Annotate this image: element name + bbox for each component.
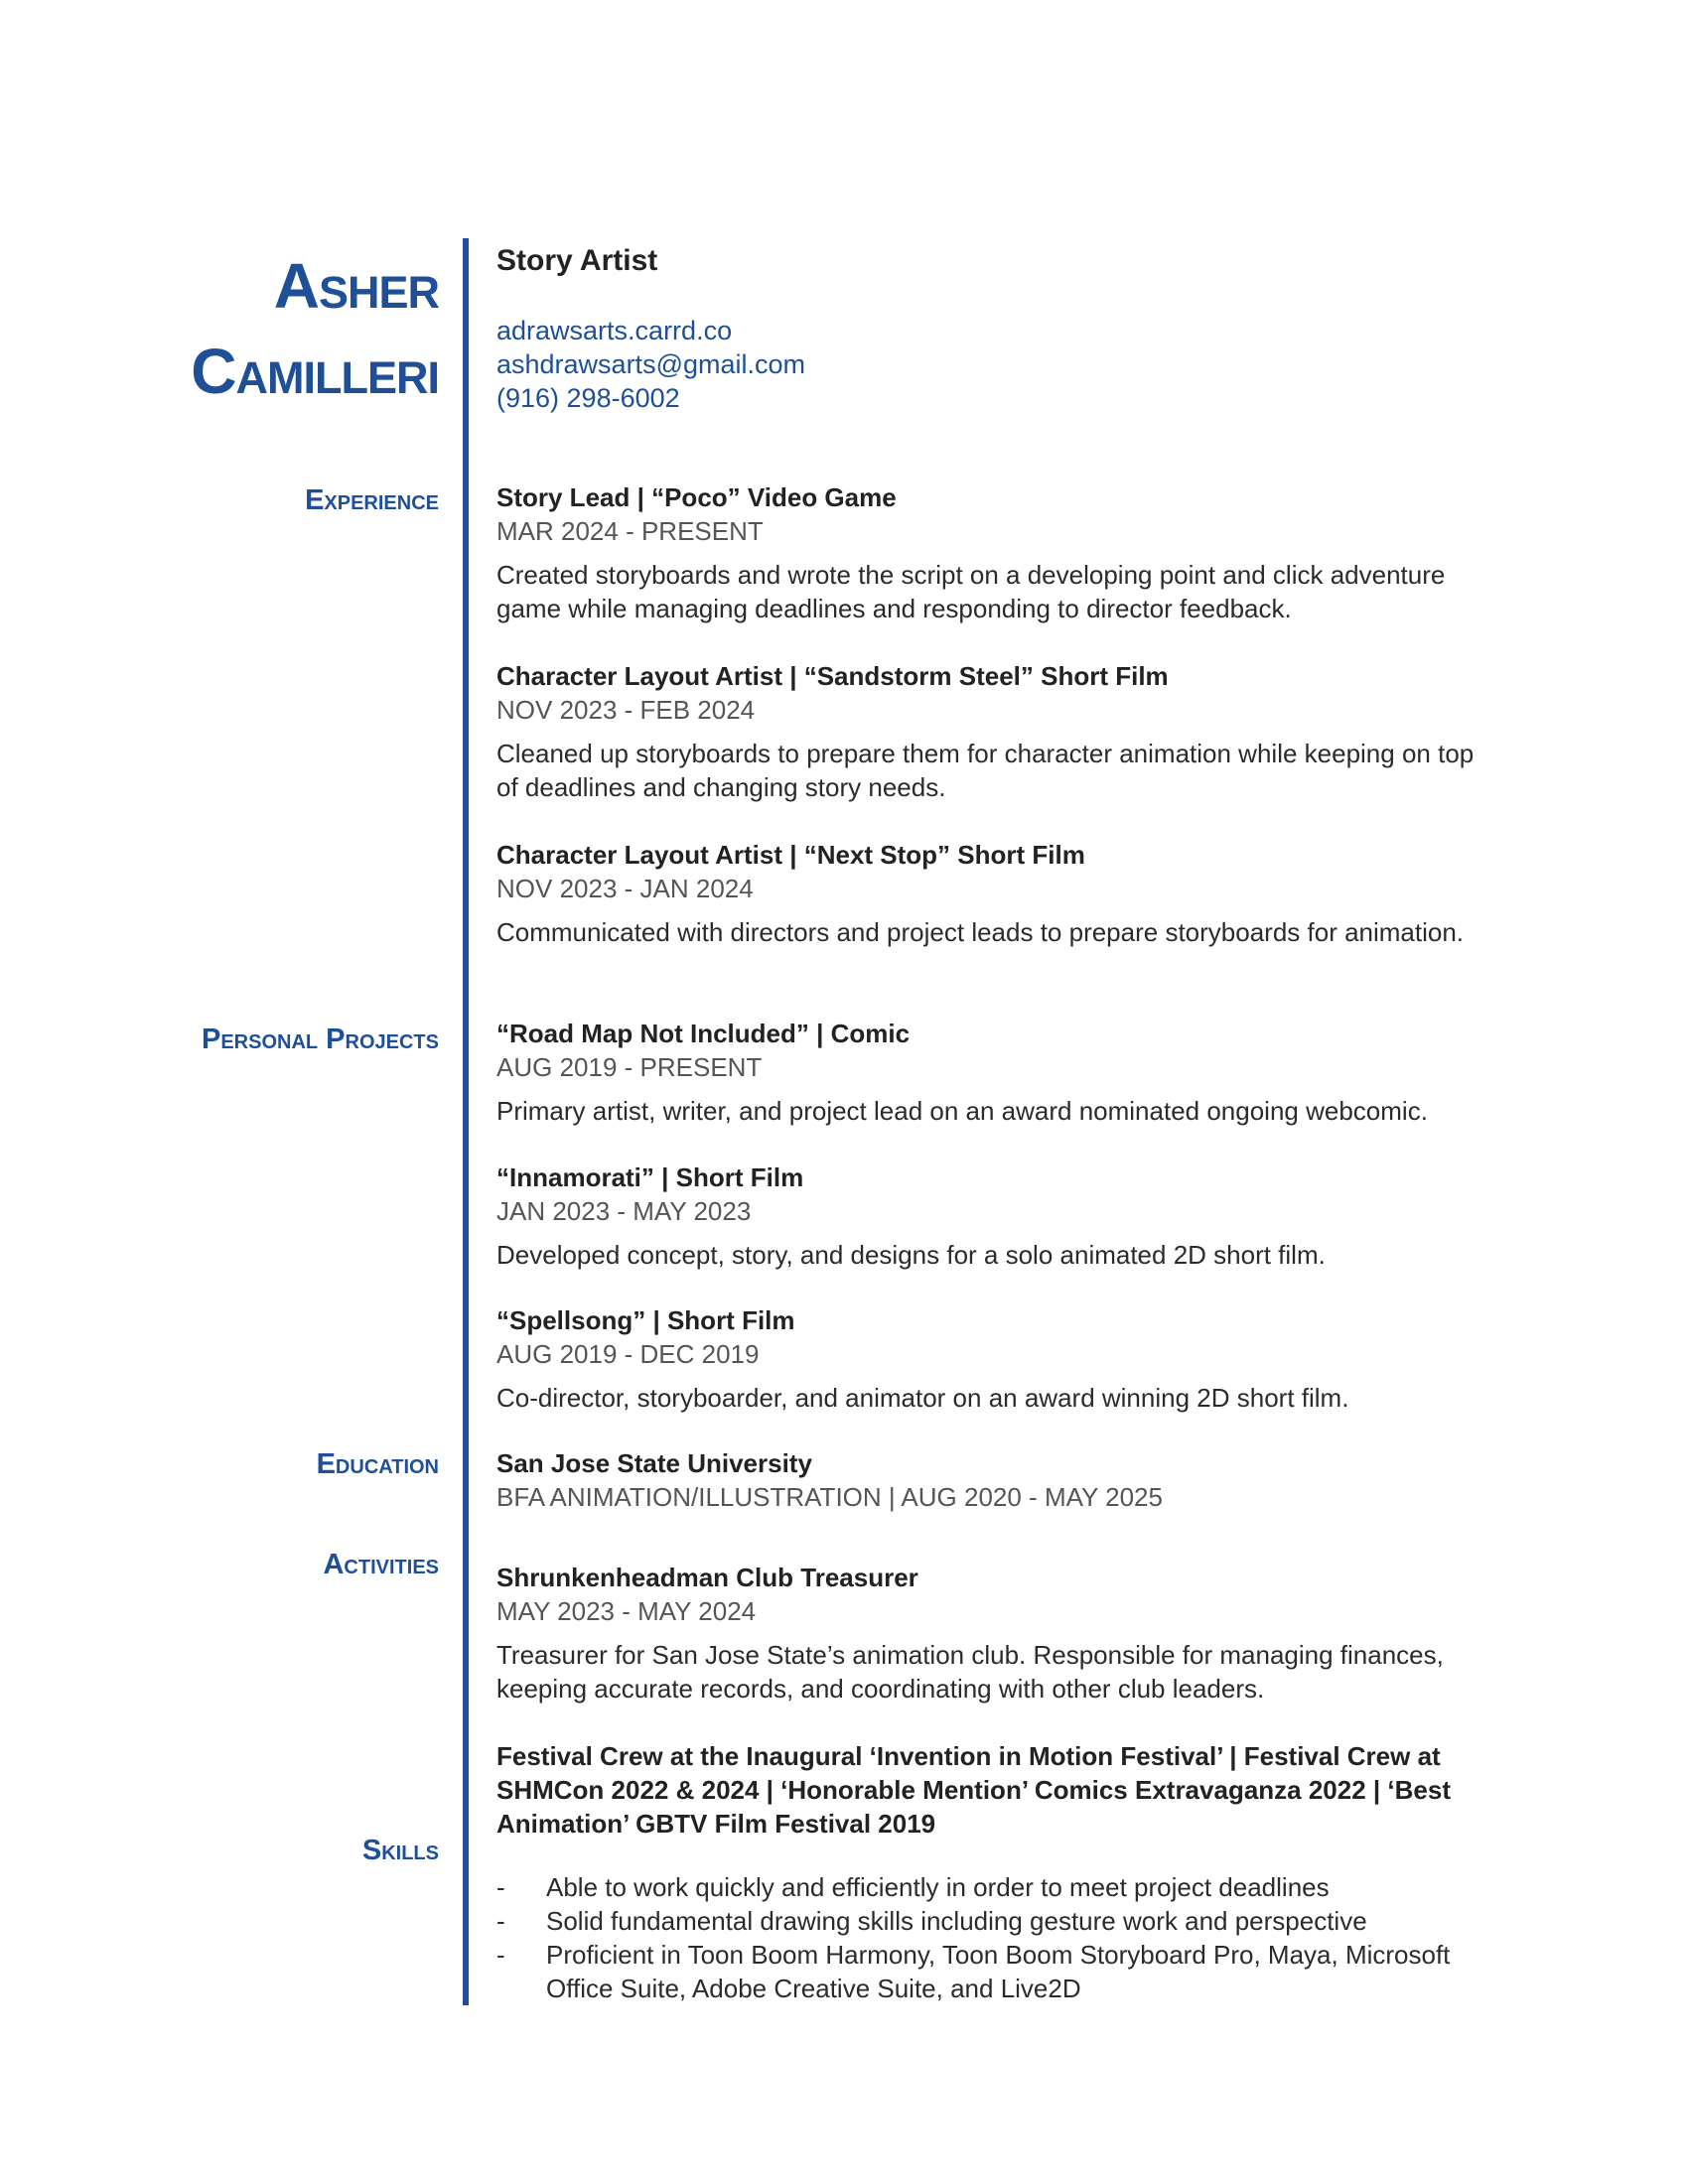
experience-entry [496,480,1499,625]
phone-number[interactable]: (916) 298-6002 [496,383,680,413]
email-link[interactable]: ashdrawsarts@gmail.com [496,349,806,379]
section-heading-skills: Skills [361,1835,439,1866]
activity-entry [496,1561,1499,1706]
bullet-dash: - [496,1940,505,1970]
entry-date: MAY 2023 - MAY 2024 [496,1596,757,1626]
bullet-dash: - [496,1872,505,1902]
entry-title: Shrunkenheadman Club Treasurer [496,1563,918,1592]
project-entry [496,1017,1499,1128]
entry-title: Character Layout Artist | “Next Stop” Short Film [496,840,1085,870]
entry-date: JAN 2023 - MAY 2023 [496,1196,752,1226]
list-item [496,1938,1499,2005]
name-first: Asher [273,250,439,322]
entry-description: Primary artist, writer, and project lead on an award nominated ongoing webcomic. [496,1096,1428,1126]
name-last: Camilleri [191,336,439,407]
list-item [496,1870,1499,1904]
contact-block [496,314,805,415]
entry-description: Co-director, storyboarder, and animator on an award winning 2D short film. [496,1383,1349,1413]
section-heading-activities: Activities [323,1549,439,1580]
job-role: Story Artist [496,244,658,277]
skill-text: Proficient in Toon Boom Harmony, Toon Boom Storyboard Pro, Maya, Microsoft Office Suite, Adobe Creative Suite, and Live2D [546,1940,1451,2003]
skills-list [496,1870,1499,2005]
entry-title: Character Layout Artist | “Sandstorm Steel” Short Film [496,661,1169,691]
section-heading-experience: Experience [305,484,439,516]
awards-line: Festival Crew at the Inaugural ‘Invention in Motion Festival’ | Festival Crew at SHMCon 2022 & 2024 | ‘Honorable Mention’ Comics Extravaganza 2022 | ‘Best Animation’ GBTV Film Festival 2019 [496,1741,1451,1839]
section-heading-projects: Personal Projects [202,1024,439,1055]
project-entry [496,1160,1499,1272]
education-entry [496,1446,1499,1514]
degree-detail: BFA ANIMATION/ILLUSTRATION | AUG 2020 - MAY 2025 [496,1482,1163,1512]
entry-description: Cleaned up storyboards to prepare them for character animation while keeping on top of deadlines and changing story needs. [496,739,1475,802]
section-heading-education: Education [316,1448,439,1480]
entry-date: MAR 2024 - PRESENT [496,516,764,546]
skill-text: Solid fundamental drawing skills including gesture work and perspective [546,1906,1367,1936]
skill-text: Able to work quickly and efficiently in order to meet project deadlines [546,1872,1330,1902]
entry-date: AUG 2019 - DEC 2019 [496,1339,760,1369]
entry-description: Created storyboards and wrote the script on a developing point and click adventure game while managing deadlines and responding to director feedback. [496,560,1446,623]
entry-date: NOV 2023 - JAN 2024 [496,874,754,903]
entry-title: “Spellsong” | Short Film [496,1305,795,1335]
list-item [496,1904,1499,1938]
entry-date: AUG 2019 - PRESENT [496,1052,763,1082]
vertical-divider [463,238,469,2005]
experience-entry [496,838,1499,949]
entry-date: NOV 2023 - FEB 2024 [496,695,756,725]
website-link[interactable]: adrawsarts.carrd.co [496,316,733,345]
entry-title: “Road Map Not Included” | Comic [496,1019,911,1048]
entry-description: Developed concept, story, and designs for a solo animated 2D short film. [496,1240,1326,1270]
entry-description: Treasurer for San Jose State’s animation club. Responsible for managing finances, keeping accurate records, and coordinating with other club leaders. [496,1640,1444,1704]
school-name: San Jose State University [496,1448,812,1478]
entry-title: “Innamorati” | Short Film [496,1162,804,1192]
entry-title: Story Lead | “Poco” Video Game [496,482,897,512]
entry-description: Communicated with directors and project leads to prepare storyboards for animation. [496,917,1465,947]
project-entry [496,1303,1499,1415]
experience-entry [496,659,1499,804]
bullet-dash: - [496,1906,505,1936]
